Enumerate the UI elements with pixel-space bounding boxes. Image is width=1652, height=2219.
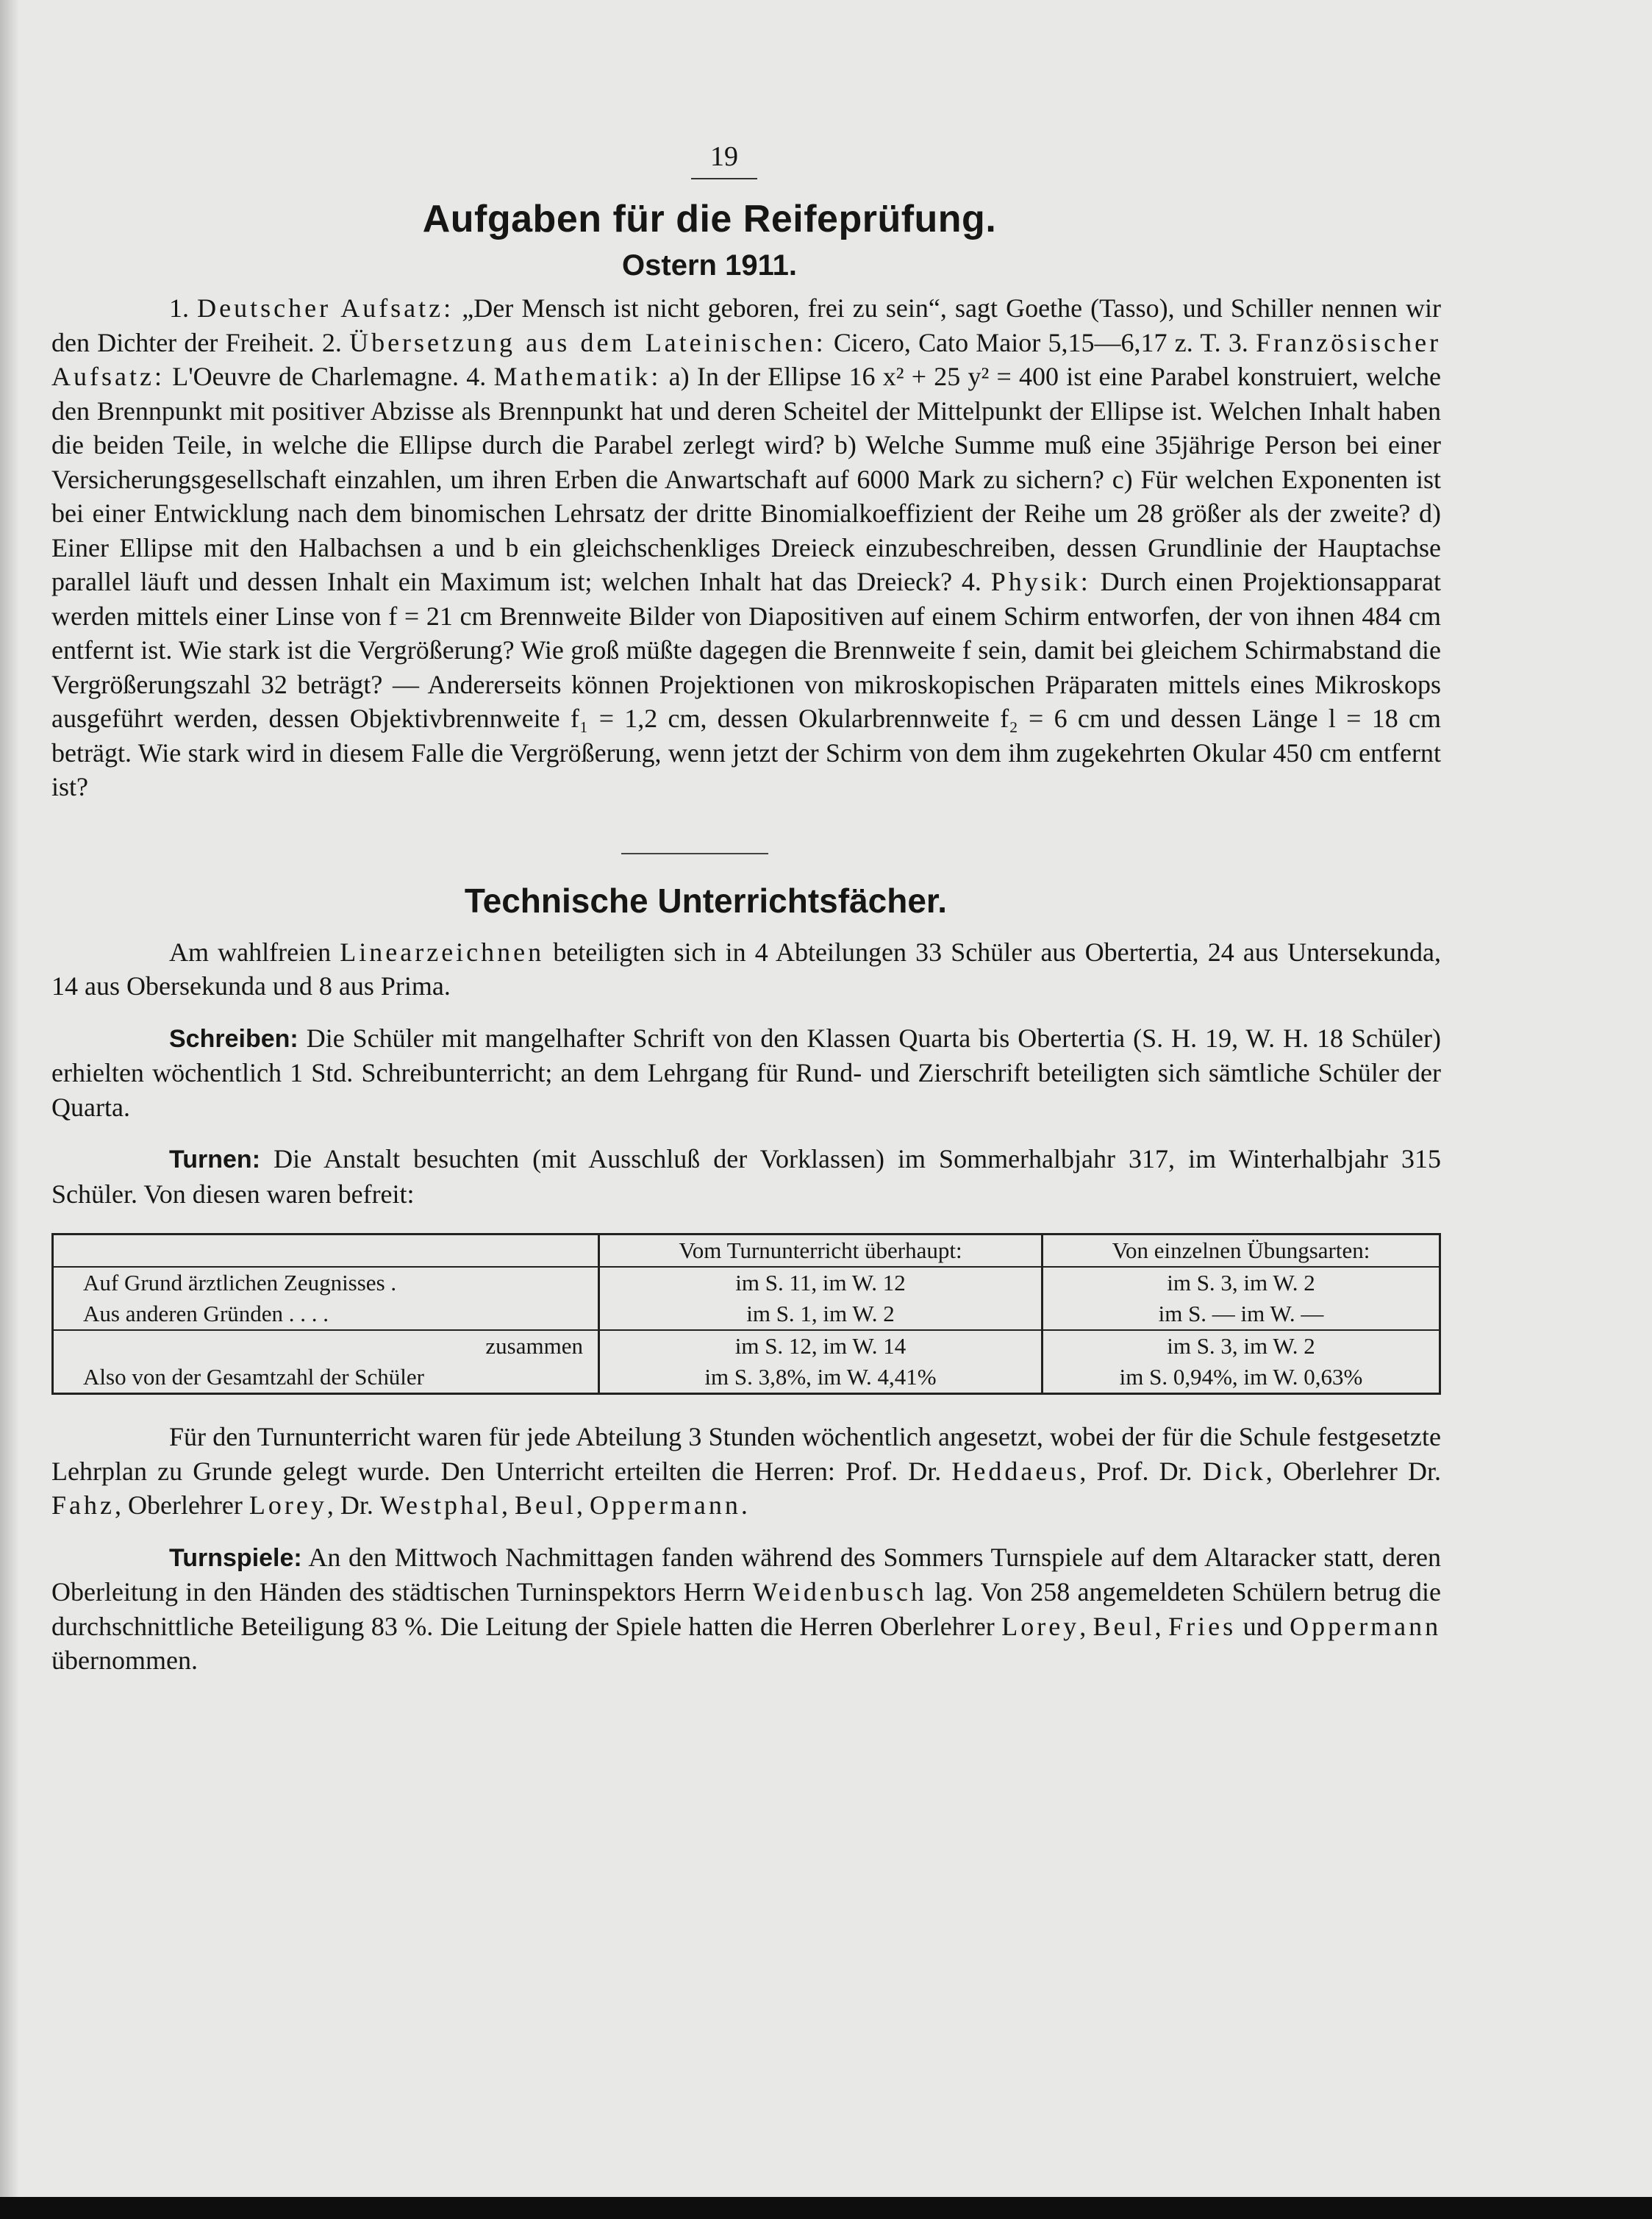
row-label: zusammen (53, 1330, 599, 1362)
deutsch-text: „Der Mensch ist nicht geboren, frei zu sein“, sagt Goethe (Tasso), und Schiller nennen wir den Dichter der Freiheit. (51, 293, 1442, 357)
paragraph-gap (51, 1523, 1441, 1540)
turnspiele-paragraph (51, 1540, 1441, 1678)
exemption-table (51, 1233, 1441, 1395)
paragraph-gap (51, 1124, 1441, 1142)
section-divider (621, 853, 768, 854)
separator: , Prof. Dr. (1079, 1456, 1192, 1486)
table-header-overall: Vom Turnunterricht überhaupt: (599, 1234, 1043, 1268)
schreiben-label: Schreiben: (169, 1024, 298, 1053)
linearzeichnen-paragraph (51, 935, 1441, 1004)
person-name: Lorey (1001, 1611, 1080, 1641)
franz-label: Französischer Aufsatz: (51, 327, 1442, 391)
page-number-rule (691, 178, 757, 179)
teacher-name: Lorey (248, 1490, 327, 1520)
franz-text: L'Oeuvre de Charlemagne. (172, 362, 459, 391)
row-partial: im S. 3, im W. 2 (1043, 1330, 1440, 1362)
exam-tasks-paragraph (51, 291, 1441, 804)
table-row (53, 1267, 1440, 1298)
deutsch-label: Deutscher Aufsatz: (197, 293, 454, 323)
task-number-3: 3. (1228, 327, 1248, 357)
page-number: 19 (710, 141, 738, 172)
turnspiele-text: An den Mittwoch Nachmittagen fanden während des Sommers Turnspiele auf dem Altaracker statt, deren Oberleitung in den Händen des städtischen Turninspektors Herrn (51, 1542, 1442, 1607)
linear-pre: Am wahlfreien (169, 937, 332, 967)
table-row-sum (53, 1330, 1440, 1362)
scan-bottom-border (0, 2197, 1652, 2219)
linear-text: beteiligten sich in 4 Abteilungen 33 Schüler aus Obertertia, 24 aus Untersekunda, 14 aus Obersekunda und 8 aus Prima. (51, 937, 1441, 1001)
separator: . (740, 1490, 748, 1520)
physik-text: Durch einen Projektionsapparat werden mittels einer Linse von f = 21 cm Brennweite Bilder von Diapositiven auf einem Schirm entworfen, der von ihnen 484 cm entfernt ist. Wie stark ist die Vergrößerung? Wie groß müßte dagegen die Brennweite f sein, damit bei gleichem Schirmabstand die Vergrößerungszahl 32 beträgt? — Andererseits können Projektionen von mikroskopischen Präparaten mittels eines Mikroskops ausgeführt werden, dessen Objektivbrennweite f₁ = 1,2 cm, dessen Okularbrennweite f₂ = 6 cm und dessen Länge l = 18 cm beträgt. Wie stark wird in diesem Falle die Vergrößerung, wenn jetzt der Schirm von dem ihm zugekehrten Okular 450 cm entfernt ist? (51, 567, 1442, 801)
latein-label: Übersetzung aus dem Lateinischen: (349, 327, 826, 357)
separator: und (1242, 1611, 1283, 1641)
task-number-4b: 4. (961, 567, 981, 596)
subtitle: Ostern 1911. (622, 249, 797, 282)
turnen-label: Turnen: (169, 1146, 261, 1173)
separator: , Oberlehrer Dr. (1265, 1456, 1442, 1486)
table-header-row (53, 1234, 1440, 1268)
row-label: Auf Grund ärztlichen Zeugnisses . (53, 1267, 599, 1298)
row-partial: im S. 3, im W. 2 (1043, 1267, 1440, 1298)
person-name: Fries (1168, 1611, 1237, 1641)
main-title: Aufgaben für die Reifeprüfung. (422, 198, 997, 240)
turnunterricht-text: Für den Turnunterricht waren für jede Abteilung 3 Stunden wöchentlich angesetzt, wobei der für die Schule festgesetzte Lehrplan zu Grunde gelegt wurde. Den Unterricht erteilten die Herren: Prof. Dr. (51, 1422, 1441, 1486)
turnspiele-end: übernommen. (51, 1646, 198, 1675)
teacher-name: Oppermann (589, 1490, 741, 1520)
separator: , (1154, 1611, 1162, 1641)
row-label: Aus anderen Gründen . . . . (53, 1298, 599, 1330)
teacher-name: Heddaeus (951, 1456, 1080, 1486)
task-number-4: 4. (466, 362, 487, 391)
row-partial: im S. 0,94%, im W. 0,63% (1043, 1362, 1440, 1394)
separator: , Oberlehrer (114, 1490, 243, 1520)
separator: , (1079, 1611, 1087, 1641)
turnspiele-label: Turnspiele: (169, 1543, 302, 1572)
section-title-technische: Technische Unterrichtsfächer. (464, 881, 948, 920)
task-number-2: 2. (321, 327, 342, 357)
linear-label: Linearzeichnen (340, 937, 545, 967)
turnunterricht-paragraph (51, 1420, 1441, 1523)
row-overall: im S. 1, im W. 2 (599, 1298, 1043, 1330)
table-header-empty (53, 1234, 599, 1268)
schreiben-paragraph (51, 1021, 1441, 1125)
mathe-label: Mathematik: (493, 362, 662, 391)
separator: , (501, 1490, 508, 1520)
task-number-1: 1. (169, 293, 189, 323)
table-row (53, 1298, 1440, 1330)
separator: , Dr. (326, 1490, 373, 1520)
table-row-percent (53, 1362, 1440, 1394)
mathe-text: a) In der Ellipse 16 x² + 25 y² = 400 ist eine Parabel konstruiert, welche den Brennpunkt mit positiver Abzisse als Brennpunkt hat und deren Scheitel der Mittelpunkt der Ellipse ist. Welchen Inhalt haben die beiden Teile, in welche die Ellipse durch die Parabel zerlegt wird? b) Welche Summe muß eine 35jährige Person bei einer Versicherungsgesellschaft einzahlen, um ihren Erben die Anwartschaft auf 6000 Mark zu sichern? c) Für welchen Exponenten ist bei einer Entwicklung nach dem binomischen Lehrsatz der dritte Binomialkoeffizient der Reihe um 28 größer als der zweite? d) Einer Ellipse mit den Halbachsen a und b ein gleichschenkliges Dreieck einzubeschreiben, dessen Grundlinie der Hauptachse parallel läuft und dessen Inhalt ein Maximum ist; welchen Inhalt hat das Dreieck? (51, 362, 1442, 596)
page-edge-shadow (0, 0, 19, 2219)
person-name: Oppermann (1290, 1611, 1442, 1641)
teacher-name: Beul (514, 1490, 576, 1520)
row-overall: im S. 3,8%, im W. 4,41% (599, 1362, 1043, 1394)
turnspiele-text-2: lag. Von 258 angemeldeten Schülern betrug die durchschnittliche Beteiligung 83 %. Die Leitung der Spiele hatten die Herren Oberlehrer (51, 1577, 1442, 1641)
turnen-text: Die Anstalt besuchten (mit Ausschluß der Vorklassen) im Sommerhalbjahr 317, im Winterhalbjahr 315 Schüler. Von diesen waren befreit: (51, 1144, 1442, 1209)
row-partial: im S. — im W. — (1043, 1298, 1440, 1330)
row-overall: im S. 11, im W. 12 (599, 1267, 1043, 1298)
turnen-paragraph (51, 1142, 1441, 1211)
latein-text: Cicero, Cato Maior 5,15—6,17 z. T. (833, 327, 1221, 357)
paragraph-gap (51, 1004, 1441, 1021)
separator: , (576, 1490, 583, 1520)
schreiben-text: Die Schüler mit mangelhafter Schrift von den Klassen Quarta bis Obertertia (S. H. 19, W. H. 18 Schüler) erhielten wöchentlich 1 Std. Schreibunterricht; an dem Lehrgang für Rund- und Zierschrift beteiligten sich sämtliche Schüler der Quarta. (51, 1023, 1441, 1122)
teacher-name: Westphal (379, 1490, 501, 1520)
person-name: Beul (1093, 1611, 1155, 1641)
page-content (51, 140, 1441, 1678)
row-overall: im S. 12, im W. 14 (599, 1330, 1043, 1362)
teacher-name: Fahz (51, 1490, 115, 1520)
person-name: Weidenbusch (752, 1577, 927, 1607)
table-header-partial: Von einzelnen Übungsarten: (1043, 1234, 1440, 1268)
teacher-name: Dick (1202, 1456, 1266, 1486)
physik-label: Physik: (990, 567, 1091, 596)
row-label: Also von der Gesamtzahl der Schüler (53, 1362, 599, 1394)
